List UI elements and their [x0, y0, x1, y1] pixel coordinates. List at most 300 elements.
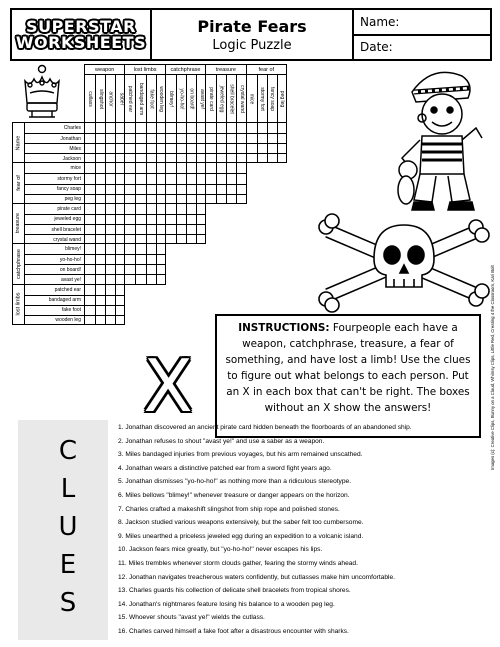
- left-item-row: [25, 264, 85, 274]
- top-category: [124, 64, 165, 123]
- grid-cell[interactable]: [186, 184, 196, 194]
- grid-cell[interactable]: [206, 143, 216, 153]
- left-item-text: jeweled egg: [54, 216, 81, 223]
- grid-cell[interactable]: [186, 224, 196, 234]
- grid-cell[interactable]: [85, 123, 95, 133]
- left-item-text: yo-ho-ho!: [59, 256, 81, 263]
- grid-cell[interactable]: [236, 173, 246, 183]
- top-item-text: fake foot: [148, 89, 155, 109]
- grid-cell[interactable]: [95, 285, 105, 295]
- grid-cell[interactable]: [156, 264, 166, 274]
- grid-cell[interactable]: [176, 234, 186, 244]
- top-item-label: [257, 75, 267, 123]
- left-item-row: [25, 173, 85, 183]
- grid-cell[interactable]: [176, 143, 186, 153]
- grid-cell[interactable]: [247, 153, 257, 163]
- grid-cell[interactable]: [95, 254, 105, 264]
- top-item-text: bandaged arm: [138, 82, 145, 116]
- top-item-text: peg leg: [279, 90, 286, 108]
- left-category-header: [13, 285, 25, 324]
- left-category: [12, 243, 85, 284]
- clue-item: 9. Miles unearthed a priceless jeweled egg during an expedition to a volcanic island.: [118, 532, 364, 540]
- clue-item: 13. Charles guards his collection of delicate shell bracelets from tropical shores.: [118, 587, 351, 595]
- grid-cell[interactable]: [176, 173, 186, 183]
- top-item-label: [95, 75, 105, 123]
- grid-cell[interactable]: [236, 194, 246, 204]
- grid-cell[interactable]: [216, 194, 226, 204]
- top-item-text: wooden leg: [158, 86, 165, 112]
- grid-cell[interactable]: [257, 153, 267, 163]
- grid-cell[interactable]: [277, 123, 287, 133]
- left-item-text: stormy fort: [57, 176, 81, 183]
- top-item-label: [277, 75, 287, 123]
- grid-cell[interactable]: [125, 133, 135, 143]
- grid-cell[interactable]: [115, 315, 125, 325]
- top-item-text: blimey!: [167, 91, 174, 107]
- grid-cell[interactable]: [85, 173, 95, 183]
- grid-cell[interactable]: [125, 143, 135, 153]
- top-item-label: [206, 75, 216, 123]
- clue-item: 1. Jonathan discovered an ancient pirate card hidden beneath the floorboards of an abandoned ship.: [118, 424, 412, 431]
- grid-cell[interactable]: [267, 123, 277, 133]
- grid-cell[interactable]: [226, 173, 236, 183]
- grid-cell[interactable]: [186, 163, 196, 173]
- grid-cell[interactable]: [267, 143, 277, 153]
- clues-title-letter: U: [58, 512, 78, 542]
- grid-cell[interactable]: [135, 274, 145, 284]
- logo-line-2: WORKSHEETS: [15, 32, 147, 52]
- grid-cell[interactable]: [186, 133, 196, 143]
- top-category-header: fear of: [247, 65, 286, 75]
- clue-item: 8. Jackson studied various weapons extensively, but the saber felt too cumbersome.: [118, 519, 364, 527]
- left-item-text: wooden leg: [55, 317, 81, 324]
- clue-item: 3. Miles bandaged injuries from previous voyages, but his arm remained unscathed.: [118, 451, 363, 459]
- grid-cell[interactable]: [95, 184, 105, 194]
- grid-cell[interactable]: [105, 143, 115, 153]
- grid-cell[interactable]: [216, 173, 226, 183]
- grid-cell[interactable]: [105, 285, 115, 295]
- top-category: [84, 64, 125, 123]
- grid-cell[interactable]: [146, 173, 156, 183]
- grid-cell[interactable]: [176, 133, 186, 143]
- grid-block: [84, 122, 125, 163]
- date-field[interactable]: Date:: [360, 40, 393, 55]
- big-x-mark: X: [143, 344, 193, 428]
- grid-cell[interactable]: [267, 133, 277, 143]
- top-item-text: fancy soap: [269, 86, 276, 112]
- grid-cell[interactable]: [236, 184, 246, 194]
- grid-cell[interactable]: [166, 204, 176, 214]
- left-item-text: crystal wand: [53, 236, 81, 243]
- grid-cell[interactable]: [176, 224, 186, 234]
- grid-cell[interactable]: [85, 244, 95, 254]
- grid-cell[interactable]: [135, 214, 145, 224]
- grid-cell[interactable]: [95, 305, 105, 315]
- grid-cell[interactable]: [156, 274, 166, 284]
- grid-cell[interactable]: [95, 163, 105, 173]
- grid-cell[interactable]: [146, 274, 156, 284]
- grid-cell[interactable]: [146, 254, 156, 264]
- top-category-header: catchphrase: [166, 65, 205, 75]
- grid-cell[interactable]: [95, 204, 105, 214]
- left-item-text: Jonathan: [60, 135, 81, 142]
- grid-cell[interactable]: [105, 305, 115, 315]
- top-category-header: treasure: [206, 65, 245, 75]
- grid-cell[interactable]: [85, 133, 95, 143]
- grid-cell[interactable]: [135, 244, 145, 254]
- grid-cell[interactable]: [125, 254, 135, 264]
- grid-cell[interactable]: [196, 224, 206, 234]
- grid-cell[interactable]: [206, 194, 216, 204]
- left-item-row: [25, 244, 85, 254]
- grid-cell[interactable]: [206, 163, 216, 173]
- grid-cell[interactable]: [135, 204, 145, 214]
- grid-cell[interactable]: [176, 123, 186, 133]
- logo-line-1: SUPERSTAR: [26, 16, 136, 36]
- grid-cell[interactable]: [85, 184, 95, 194]
- grid-cell[interactable]: [156, 244, 166, 254]
- grid-cell[interactable]: [95, 123, 105, 133]
- grid-cell[interactable]: [105, 204, 115, 214]
- grid-cell[interactable]: [135, 224, 145, 234]
- clue-item: 14. Jonathan's nightmares feature losing his balance to a wooden peg leg.: [118, 600, 335, 608]
- grid-cell[interactable]: [146, 133, 156, 143]
- grid-cell[interactable]: [257, 133, 267, 143]
- left-item-text: peg leg: [64, 196, 81, 203]
- grid-cell[interactable]: [226, 133, 236, 143]
- left-item-text: fancy soap: [56, 186, 81, 193]
- grid-cell[interactable]: [216, 143, 226, 153]
- top-category: [246, 64, 287, 123]
- left-item-text: shell bracelet: [51, 226, 81, 233]
- grid-block: [124, 243, 165, 284]
- left-category-text: catchphrase: [15, 248, 22, 279]
- top-item-text: on board!: [188, 88, 195, 110]
- grid-cell[interactable]: [125, 244, 135, 254]
- grid-cell[interactable]: [186, 173, 196, 183]
- grid-cell[interactable]: [125, 264, 135, 274]
- left-category-text: fear of: [15, 175, 22, 191]
- grid-cell[interactable]: [95, 264, 105, 274]
- page-title: Pirate Fears: [197, 16, 307, 36]
- grid-cell[interactable]: [95, 143, 105, 153]
- grid-cell[interactable]: [105, 123, 115, 133]
- clue-item: 11. Miles trembles whenever storm clouds gather, fearing the stormy winds ahead.: [118, 559, 358, 567]
- top-item-label: [105, 75, 115, 123]
- top-item-text: shell bracelet: [228, 84, 235, 114]
- top-item-text: avast ye!: [198, 88, 205, 110]
- left-category-header: [13, 163, 25, 202]
- grid-cell[interactable]: [206, 123, 216, 133]
- grid-cell[interactable]: [206, 184, 216, 194]
- grid-cell[interactable]: [166, 163, 176, 173]
- top-item-label: [247, 75, 257, 123]
- top-item-text: crystal wand: [239, 85, 246, 113]
- grid-cell[interactable]: [85, 254, 95, 264]
- grid-cell[interactable]: [226, 163, 236, 173]
- grid-cell[interactable]: [176, 214, 186, 224]
- grid-cell[interactable]: [125, 173, 135, 183]
- top-item-label: [125, 75, 135, 123]
- grid-cell[interactable]: [176, 184, 186, 194]
- clue-item: 15. Whoever shouts "avast ye!" wields the cutlass.: [118, 614, 265, 622]
- left-item-text: mice: [70, 165, 81, 172]
- grid-cell[interactable]: [95, 295, 105, 305]
- left-item-row: [25, 123, 85, 133]
- grid-cell[interactable]: [105, 184, 115, 194]
- page-subtitle: Logic Puzzle: [212, 37, 292, 53]
- grid-cell[interactable]: [206, 133, 216, 143]
- left-item-row: [25, 315, 85, 325]
- grid-block: [84, 243, 125, 284]
- clue-item: 4. Jonathan wears a distinctive patched ear from a sword fight years ago.: [118, 464, 332, 472]
- left-item-row: [25, 285, 85, 295]
- grid-cell[interactable]: [277, 143, 287, 153]
- clues-section: [10, 420, 480, 640]
- left-category-text: lost limbs: [15, 292, 22, 316]
- grid-cell[interactable]: [216, 163, 226, 173]
- top-item-label: [216, 75, 226, 123]
- grid-cell[interactable]: [95, 315, 105, 325]
- grid-cell[interactable]: [146, 163, 156, 173]
- grid-cell[interactable]: [196, 214, 206, 224]
- grid-cell[interactable]: [226, 194, 236, 204]
- grid-cell[interactable]: [186, 123, 196, 133]
- grid-block: [124, 122, 165, 163]
- grid-cell[interactable]: [267, 153, 277, 163]
- grid-block: [124, 203, 165, 244]
- grid-cell[interactable]: [186, 143, 196, 153]
- grid-block: [165, 122, 206, 163]
- grid-cell[interactable]: [85, 285, 95, 295]
- grid-cell[interactable]: [146, 184, 156, 194]
- grid-cell[interactable]: [166, 143, 176, 153]
- grid-cell[interactable]: [105, 214, 115, 224]
- grid-cell[interactable]: [196, 204, 206, 214]
- image-credit: Images (c): Creative Clips, Bunny on a Cloud, Whimsy Clips, Little Red, Creating 4 the Classroom, Kari Bolt: [490, 265, 495, 470]
- grid-cell[interactable]: [135, 264, 145, 274]
- grid-cell[interactable]: [146, 214, 156, 224]
- left-item-text: blimey!: [65, 246, 81, 253]
- clue-item: 5. Jonathan dismisses "yo-ho-ho!" as nothing more than a ridiculous stereotype.: [118, 478, 352, 486]
- grid-cell[interactable]: [105, 244, 115, 254]
- grid-cell[interactable]: [105, 163, 115, 173]
- grid-cell[interactable]: [105, 224, 115, 234]
- left-item-text: pirate card: [57, 205, 81, 212]
- grid-cell[interactable]: [105, 133, 115, 143]
- top-item-label: [166, 75, 176, 123]
- clue-item: 7. Charles crafted a makeshift slingshot from ship rope and polished stones.: [118, 505, 340, 513]
- grid-cell[interactable]: [226, 184, 236, 194]
- grid-cell[interactable]: [166, 133, 176, 143]
- grid-cell[interactable]: [95, 133, 105, 143]
- grid-cell[interactable]: [125, 204, 135, 214]
- left-category-header: [13, 244, 25, 283]
- left-item-text: Charles: [63, 125, 81, 132]
- grid-cell[interactable]: [166, 173, 176, 183]
- clues-title-letter: C: [58, 436, 78, 466]
- top-category: [205, 64, 246, 123]
- grid-cell[interactable]: [156, 254, 166, 264]
- grid-cell[interactable]: [95, 173, 105, 183]
- left-category: [12, 122, 85, 163]
- grid-cell[interactable]: [125, 224, 135, 234]
- left-category-header: [13, 123, 25, 162]
- grid-cell[interactable]: [206, 173, 216, 183]
- top-item-label: [85, 75, 95, 123]
- grid-cell[interactable]: [247, 123, 257, 133]
- grid-cell[interactable]: [166, 184, 176, 194]
- grid-cell[interactable]: [186, 234, 196, 244]
- left-item-text: avast ye!: [60, 277, 81, 284]
- grid-cell[interactable]: [176, 204, 186, 214]
- grid-cell[interactable]: [105, 254, 115, 264]
- left-category-text: treasure: [15, 213, 22, 234]
- grid-cell[interactable]: [125, 214, 135, 224]
- grid-cell[interactable]: [115, 305, 125, 315]
- left-item-text: bandaged arm: [48, 297, 81, 304]
- grid-block: [205, 162, 246, 203]
- top-item-text: saber: [117, 92, 124, 106]
- grid-cell[interactable]: [186, 204, 196, 214]
- grid-cell[interactable]: [277, 153, 287, 163]
- grid-cell[interactable]: [135, 133, 145, 143]
- grid-cell[interactable]: [85, 295, 95, 305]
- grid-cell[interactable]: [85, 264, 95, 274]
- left-category: [12, 162, 85, 203]
- clue-item: 16. Charles carved himself a fake foot after a disastrous encounter with sharks.: [118, 627, 349, 635]
- grid-cell[interactable]: [257, 123, 267, 133]
- clue-item: 10. Jackson fears mice greatly, but "yo-ho-ho!" never escapes his lips.: [118, 546, 323, 554]
- clues-title-letter: L: [60, 474, 76, 504]
- grid-block: [205, 122, 246, 163]
- grid-cell[interactable]: [226, 123, 236, 133]
- grid-block: [84, 162, 125, 203]
- top-item-label: [176, 75, 186, 123]
- grid-cell[interactable]: [125, 163, 135, 173]
- grid-cell[interactable]: [196, 234, 206, 244]
- grid-cell[interactable]: [226, 143, 236, 153]
- grid-cell[interactable]: [95, 214, 105, 224]
- grid-cell[interactable]: [247, 133, 257, 143]
- left-category-header: [13, 204, 25, 243]
- grid-cell[interactable]: [146, 204, 156, 214]
- grid-cell[interactable]: [105, 295, 115, 305]
- grid-cell[interactable]: [135, 173, 145, 183]
- grid-cell[interactable]: [85, 214, 95, 224]
- grid-cell[interactable]: [135, 143, 145, 153]
- top-item-label: [267, 75, 277, 123]
- grid-cell[interactable]: [216, 184, 226, 194]
- grid-cell[interactable]: [85, 143, 95, 153]
- left-item-row: [25, 254, 85, 264]
- grid-cell[interactable]: [85, 305, 95, 315]
- grid-cell[interactable]: [176, 163, 186, 173]
- grid-cell[interactable]: [166, 234, 176, 244]
- grid-cell[interactable]: [125, 184, 135, 194]
- top-category-header: weapon: [85, 65, 124, 75]
- grid-cell[interactable]: [105, 173, 115, 183]
- left-category: [12, 284, 85, 325]
- grid-cell[interactable]: [125, 123, 135, 133]
- clues-panel: [18, 420, 108, 640]
- grid-cell[interactable]: [216, 123, 226, 133]
- clue-item: 2. Jonathan refuses to shout "avast ye!" and use a saber as a weapon.: [118, 437, 325, 445]
- grid-cell[interactable]: [236, 163, 246, 173]
- grid-cell[interactable]: [85, 315, 95, 325]
- top-item-text: mice: [248, 93, 255, 105]
- grid-cell[interactable]: [95, 244, 105, 254]
- grid-block: [165, 162, 206, 203]
- grid-cell[interactable]: [125, 274, 135, 284]
- grid-cell[interactable]: [135, 184, 145, 194]
- clue-item: 6. Miles bellows "blimey!" whenever treasure or danger appears on the horizon.: [118, 491, 350, 499]
- grid-cell[interactable]: [105, 315, 115, 325]
- grid-cell[interactable]: [166, 123, 176, 133]
- left-item-row: [25, 204, 85, 214]
- instructions-text: Fourpeople each have a weapon, catchphrase, treasure, a fear of something, and have lost a limb! Use the clues to figure out what belongs to each person. Put an X in each box that can't be right. The boxes without an X show the answers!: [225, 322, 471, 414]
- grid-cell[interactable]: [186, 214, 196, 224]
- left-item-text: Miles: [69, 145, 81, 152]
- grid-cell[interactable]: [115, 285, 125, 295]
- left-item-text: Jackson: [62, 155, 81, 162]
- left-item-row: [25, 143, 85, 153]
- grid-cell[interactable]: [146, 244, 156, 254]
- top-item-text: cutlass: [87, 91, 94, 107]
- grid-cell[interactable]: [166, 214, 176, 224]
- top-item-text: anchor: [107, 91, 114, 107]
- left-category: [12, 203, 85, 244]
- grid-cell[interactable]: [146, 264, 156, 274]
- top-category-header: lost limbs: [125, 65, 164, 75]
- grid-cell[interactable]: [257, 143, 267, 153]
- grid-cell[interactable]: [146, 143, 156, 153]
- grid-cell[interactable]: [277, 133, 287, 143]
- grid-cell[interactable]: [95, 224, 105, 234]
- left-item-row: [25, 133, 85, 143]
- grid-block: [84, 284, 125, 325]
- grid-cell[interactable]: [146, 123, 156, 133]
- grid-cell[interactable]: [135, 163, 145, 173]
- grid-cell[interactable]: [85, 163, 95, 173]
- top-item-text: patched ear: [127, 85, 134, 113]
- left-item-row: [25, 224, 85, 234]
- grid-cell[interactable]: [115, 295, 125, 305]
- grid-cell[interactable]: [135, 123, 145, 133]
- grid-block: [246, 122, 287, 163]
- grid-cell[interactable]: [105, 264, 115, 274]
- top-item-text: jeweled egg: [218, 85, 225, 113]
- name-field[interactable]: Name:: [354, 10, 490, 36]
- clues-title-letter: S: [59, 588, 77, 618]
- top-item-label: [146, 75, 156, 123]
- left-category-text: Name: [15, 135, 22, 151]
- clues-title: [48, 432, 88, 622]
- grid-cell[interactable]: [247, 143, 257, 153]
- grid-cell[interactable]: [85, 204, 95, 214]
- top-category: [165, 64, 206, 123]
- left-item-text: patched ear: [54, 286, 81, 293]
- grid-cell[interactable]: [85, 224, 95, 234]
- instructions-label: INSTRUCTIONS:: [238, 322, 330, 334]
- grid-cell[interactable]: [216, 133, 226, 143]
- skull-crossbones-icon: [318, 213, 490, 313]
- grid-cell[interactable]: [166, 224, 176, 234]
- top-item-label: [226, 75, 236, 123]
- grid-cell[interactable]: [135, 254, 145, 264]
- grid-cell[interactable]: [146, 224, 156, 234]
- clues-title-letter: E: [59, 550, 77, 580]
